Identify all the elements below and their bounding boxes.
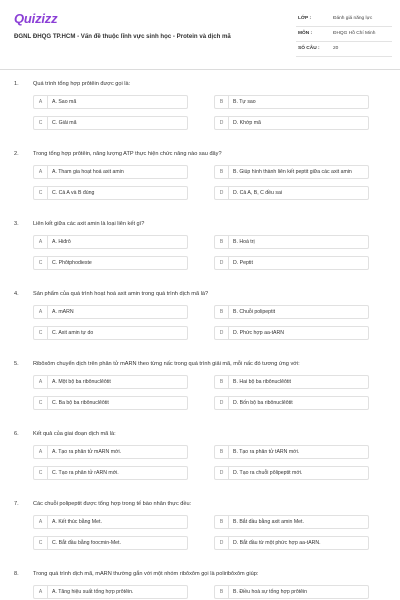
question-number: 7. [14, 501, 19, 507]
option-text: A. mARN [52, 309, 74, 315]
option-letter: C [34, 187, 48, 199]
option-letter: D [215, 117, 229, 129]
option-text: C. Giải mã [52, 120, 77, 126]
question-5 [0, 350, 400, 420]
option-text: B. Hoá trị [233, 239, 255, 245]
question-number: 4. [14, 291, 19, 297]
option-c[interactable] [33, 326, 188, 340]
option-text: A. Sao mã [52, 99, 77, 105]
option-d[interactable] [214, 186, 369, 200]
question-number: 6. [14, 431, 19, 437]
option-letter: C [34, 397, 48, 409]
meta-label: LỚP : [298, 16, 312, 21]
option-text: A. Kết thúc bằng Met. [52, 519, 102, 525]
option-b[interactable] [214, 95, 369, 109]
option-text: B. Bắt đầu bằng axit amin Met. [233, 519, 304, 525]
question-4 [0, 280, 400, 350]
question-number: 1. [14, 81, 19, 87]
worksheet-title: ĐGNL ĐHQG TP.HCM - Vấn đề thuộc lĩnh vực sinh học - Protein và dịch mã [14, 33, 231, 40]
option-letter: D [215, 327, 229, 339]
question-text: Kết quả của giai đoạn dịch mã là: [33, 431, 116, 437]
option-c[interactable] [33, 396, 188, 410]
option-a[interactable] [33, 235, 188, 249]
meta-value: Đánh giá năng lực [333, 16, 373, 21]
question-2 [0, 140, 400, 210]
option-letter: B [215, 96, 229, 108]
question-text: Trong tổng hợp prôtêin, năng lượng ATP thực hiện chức năng nào sau đây? [33, 151, 222, 157]
question-3 [0, 210, 400, 280]
option-letter: C [34, 537, 48, 549]
option-a[interactable] [33, 515, 188, 529]
worksheet-header [0, 0, 400, 70]
option-b[interactable] [214, 165, 369, 179]
option-text: B. Tự sao [233, 99, 256, 105]
option-letter: D [215, 187, 229, 199]
option-letter: A [34, 306, 48, 318]
question-1 [0, 70, 400, 140]
option-text: D. Tạo ra chuỗi pôlipeptit mới. [233, 470, 303, 476]
option-text: A. Một bộ ba ribônuclêôtit [52, 379, 111, 385]
question-8 [0, 560, 400, 600]
option-text: D. Bắt đầu từ một phức hợp aa-tARN. [233, 540, 321, 546]
option-text: D. Bốn bộ ba ribônuclêôtit [233, 400, 293, 406]
option-c[interactable] [33, 466, 188, 480]
question-text: Các chuỗi polipeptit được tổng hợp trong tế bào nhân thực đều: [33, 501, 192, 507]
meta-value: ĐHQG Hồ Chí Minh [333, 31, 376, 36]
option-letter: C [34, 117, 48, 129]
option-text: D. Cả A, B, C đều sai [233, 190, 283, 196]
option-letter: A [34, 96, 48, 108]
option-letter: A [34, 236, 48, 248]
option-b[interactable] [214, 515, 369, 529]
option-c[interactable] [33, 536, 188, 550]
meta-label: SỐ CÂU : [298, 46, 320, 51]
option-text: A. Hiđrô [52, 239, 71, 245]
option-b[interactable] [214, 445, 369, 459]
meta-row-subject [296, 27, 392, 42]
option-c[interactable] [33, 256, 188, 270]
option-letter: B [215, 166, 229, 178]
option-letter: D [215, 467, 229, 479]
option-a[interactable] [33, 445, 188, 459]
option-text: A. Tham gia hoạt hoá axit amin [52, 169, 124, 175]
option-letter: A [34, 446, 48, 458]
option-d[interactable] [214, 536, 369, 550]
question-text: Liên kết giữa các axit amin là loại liên kết gì? [33, 221, 145, 227]
option-b[interactable] [214, 375, 369, 389]
option-text: D. Peptit [233, 260, 253, 266]
option-b[interactable] [214, 305, 369, 319]
option-letter: C [34, 467, 48, 479]
option-d[interactable] [214, 256, 369, 270]
option-text: B. Điều hoà sự tổng hợp prôtêin [233, 589, 308, 595]
option-c[interactable] [33, 116, 188, 130]
option-text: B. Tạo ra phân tử tARN mới. [233, 449, 300, 455]
question-text: Ribôxôm chuyển dịch trên phân tử mARN theo từng nấc trong quá trình giải mã, mỗi nấc đó tương ứng với: [33, 361, 300, 367]
option-letter: B [215, 446, 229, 458]
option-letter: A [34, 586, 48, 598]
option-letter: B [215, 236, 229, 248]
option-letter: A [34, 376, 48, 388]
option-letter: B [215, 516, 229, 528]
option-letter: B [215, 586, 229, 598]
question-text: Trong quá trình dịch mã, mARN thường gắn với một nhóm ribôxôm gọi là poliribôxôm giúp: [33, 571, 259, 577]
option-text: C. Tạo ra phân tử rARN mới. [52, 470, 119, 476]
option-a[interactable] [33, 375, 188, 389]
option-b[interactable] [214, 235, 369, 249]
option-text: B. Giúp hình thành liên kết peptit giữa các axit amin [233, 169, 352, 175]
option-c[interactable] [33, 186, 188, 200]
question-6 [0, 420, 400, 490]
quizizz-logo: Quizizz [14, 11, 58, 26]
option-d[interactable] [214, 396, 369, 410]
option-text: D. Khớp mã [233, 120, 261, 126]
option-letter: B [215, 306, 229, 318]
meta-row-class [296, 12, 392, 27]
option-letter: B [215, 376, 229, 388]
option-d[interactable] [214, 326, 369, 340]
option-letter: D [215, 397, 229, 409]
question-number: 8. [14, 571, 19, 577]
meta-value: 20 [333, 46, 339, 51]
option-text: C. Axit amin tự do [52, 330, 94, 336]
option-d[interactable] [214, 466, 369, 480]
question-number: 5. [14, 361, 19, 367]
option-text: D. Phức hợp aa-tARN [233, 330, 284, 336]
option-letter: A [34, 166, 48, 178]
question-number: 2. [14, 151, 19, 157]
question-text: Sản phẩm của quá trình hoạt hoá axit amin trong quá trình dịch mã là? [33, 291, 209, 297]
option-a[interactable] [33, 165, 188, 179]
option-text: A. Tăng hiệu suất tổng hợp prôtêin. [52, 589, 134, 595]
option-letter: C [34, 257, 48, 269]
option-letter: C [34, 327, 48, 339]
option-b[interactable] [214, 585, 369, 599]
option-text: B. Chuỗi polipeptit [233, 309, 276, 315]
option-a[interactable] [33, 95, 188, 109]
option-letter: A [34, 516, 48, 528]
question-number: 3. [14, 221, 19, 227]
option-a[interactable] [33, 585, 188, 599]
option-letter: D [215, 537, 229, 549]
option-letter: D [215, 257, 229, 269]
question-text: Quá trình tổng hợp prôtêin được gọi là: [33, 81, 131, 87]
option-text: C. Ba bộ ba ribônuclêôtit [52, 400, 109, 406]
option-d[interactable] [214, 116, 369, 130]
option-text: C. Bắt đầu bằng foocmin-Met. [52, 540, 121, 546]
meta-table [296, 12, 392, 57]
meta-label: MÔN : [298, 31, 313, 36]
question-7 [0, 490, 400, 560]
option-text: C. Cả A và B đúng [52, 190, 95, 196]
option-text: C. Phôtphodieste [52, 260, 92, 266]
meta-row-question-count [296, 42, 392, 57]
option-text: A. Tạo ra phân tử mARN mới. [52, 449, 122, 455]
option-text: B. Hai bộ ba ribônuclêôtit [233, 379, 291, 385]
option-a[interactable] [33, 305, 188, 319]
